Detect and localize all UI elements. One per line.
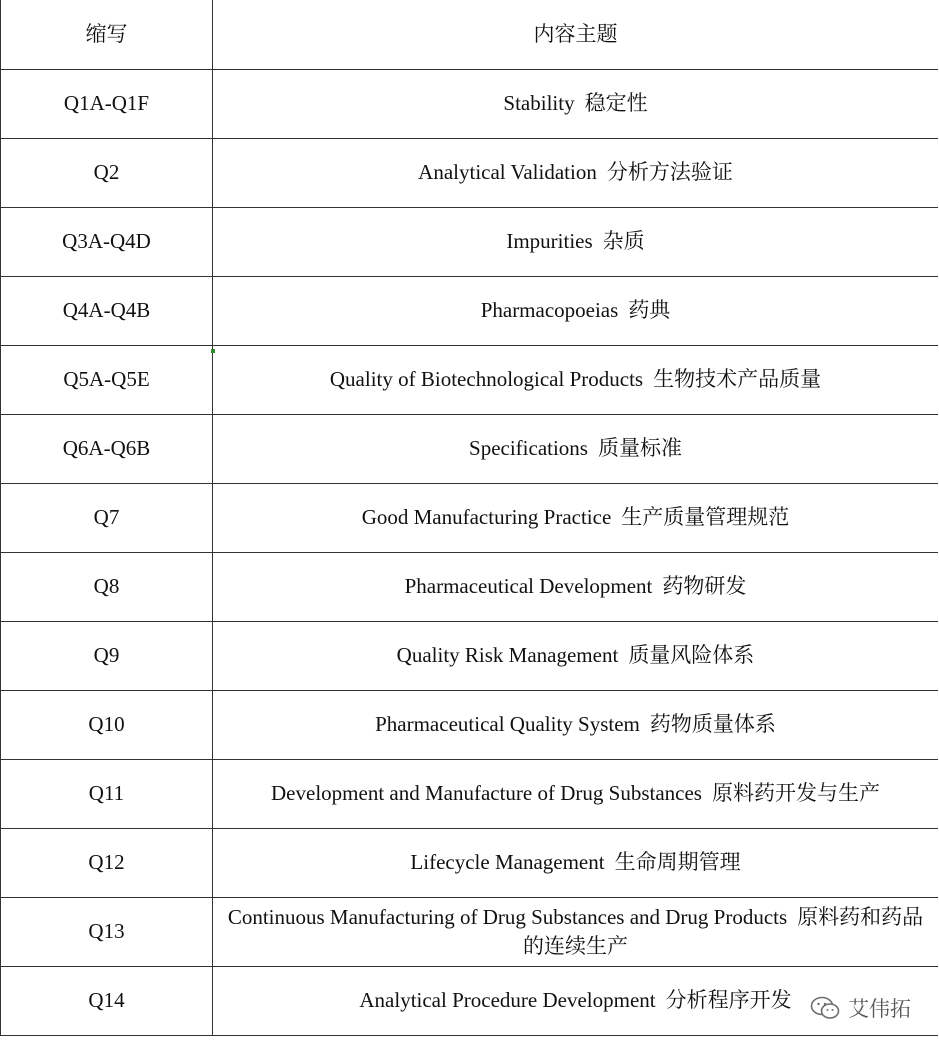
topic-chinese: 质量风险体系 [628, 643, 755, 667]
wechat-icon [810, 995, 840, 1021]
row-topic [213, 276, 939, 345]
row-abbreviation: Q10 [1, 690, 213, 759]
topic-english: Continuous Manufacturing of Drug Substances and Drug Products [227, 904, 788, 929]
row-abbreviation: Q12 [1, 828, 213, 897]
topic-english: Lifecycle Management [410, 850, 605, 874]
row-abbreviation: Q2 [1, 138, 213, 207]
topic-english: Impurities [506, 229, 593, 253]
row-topic [213, 345, 939, 414]
table-row [1, 483, 939, 552]
row-abbreviation: Q7 [1, 483, 213, 552]
row-abbreviation: Q5A-Q5E [1, 345, 213, 414]
row-topic [213, 552, 939, 621]
row-topic [213, 690, 939, 759]
table-row [1, 552, 939, 621]
row-abbreviation: Q8 [1, 552, 213, 621]
topic-chinese: 药物质量体系 [649, 712, 776, 736]
table-row [1, 345, 939, 414]
watermark [810, 993, 911, 1023]
table-row [1, 966, 939, 1035]
topic-chinese: 原料药开发与生产 [711, 781, 880, 805]
topic-chinese: 分析程序开发 [665, 988, 792, 1012]
row-abbreviation: Q14 [1, 966, 213, 1035]
table-header-row [1, 0, 939, 69]
row-topic [213, 828, 939, 897]
table-row [1, 207, 939, 276]
row-topic [213, 414, 939, 483]
topic-chinese: 生产质量管理规范 [621, 505, 790, 529]
row-topic [213, 621, 939, 690]
topic-chinese: 原料药和药品的连续生产 [523, 904, 924, 958]
topic-english: Good Manufacturing Practice [361, 505, 612, 529]
row-abbreviation: Q4A-Q4B [1, 276, 213, 345]
row-topic [213, 897, 939, 966]
table-row [1, 138, 939, 207]
table-row [1, 276, 939, 345]
topic-chinese: 生物技术产品质量 [653, 367, 822, 391]
topic-english: Development and Manufacture of Drug Substances [271, 781, 702, 805]
row-abbreviation: Q11 [1, 759, 213, 828]
table-row [1, 897, 939, 966]
row-abbreviation: Q9 [1, 621, 213, 690]
watermark-text: 艾伟拓 [848, 997, 911, 1021]
topic-english: Pharmaceutical Quality System [375, 712, 640, 736]
row-topic [213, 69, 939, 138]
topic-chinese: 质量标准 [597, 436, 682, 460]
row-topic [213, 138, 939, 207]
header-topic: 内容主题 [213, 0, 939, 69]
topic-chinese: 药物研发 [662, 574, 747, 598]
topic-english: Quality Risk Management [396, 643, 619, 667]
topic-english: Pharmaceutical Development [404, 574, 653, 598]
row-abbreviation: Q13 [1, 897, 213, 966]
row-topic [213, 483, 939, 552]
row-abbreviation: Q1A-Q1F [1, 69, 213, 138]
topic-english: Analytical Procedure Development [359, 988, 656, 1012]
topic-chinese: 稳定性 [584, 91, 648, 115]
row-abbreviation: Q6A-Q6B [1, 414, 213, 483]
topic-chinese: 药典 [628, 298, 671, 322]
topic-english: Quality of Biotechnological Products [329, 367, 644, 391]
table-row [1, 690, 939, 759]
table-row [1, 414, 939, 483]
row-topic [213, 759, 939, 828]
table-row [1, 828, 939, 897]
topic-english: Stability [503, 91, 575, 115]
table-row [1, 621, 939, 690]
topic-english: Analytical Validation [418, 160, 597, 184]
table-row [1, 69, 939, 138]
topic-english: Pharmacopoeias [480, 298, 619, 322]
green-dot-artifact [211, 349, 215, 353]
row-topic [213, 207, 939, 276]
header-abbreviation: 缩写 [1, 0, 213, 69]
row-abbreviation: Q3A-Q4D [1, 207, 213, 276]
topic-english: Specifications [469, 436, 588, 460]
topic-chinese: 分析方法验证 [606, 160, 733, 184]
topic-chinese: 杂质 [602, 229, 645, 253]
table-row [1, 759, 939, 828]
topic-chinese: 生命周期管理 [614, 850, 741, 874]
